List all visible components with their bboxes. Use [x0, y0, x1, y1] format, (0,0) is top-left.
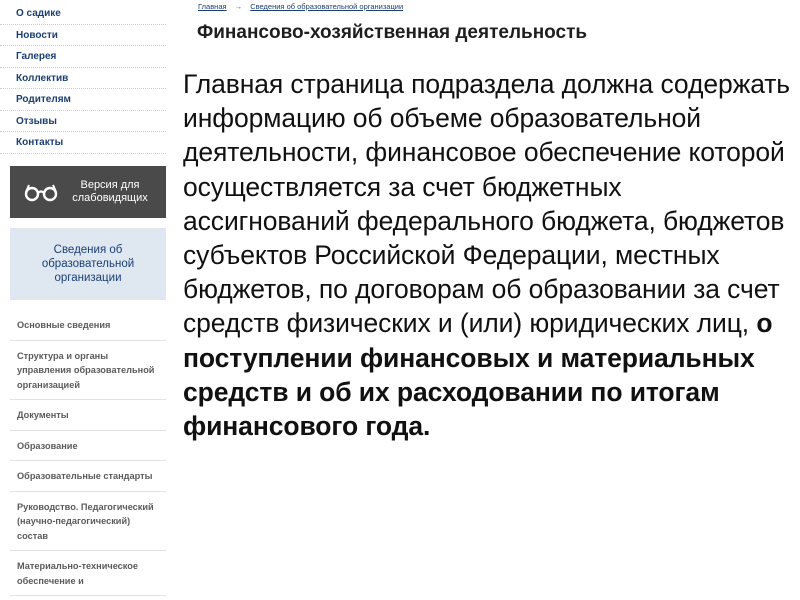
org-info-label: Сведения об образовательной организации: [41, 244, 135, 284]
subnav-item-education[interactable]: Образование: [10, 439, 166, 462]
subnav-item-structure[interactable]: Структура и органы управления образовательной организацией: [10, 349, 166, 401]
main-content-text: [183, 67, 795, 443]
nav-item-staff[interactable]: Коллектив: [0, 68, 166, 90]
nav-item-parents[interactable]: Родителям: [0, 89, 166, 111]
breadcrumb: [198, 2, 403, 11]
nav-item-gallery[interactable]: Галерея: [0, 46, 166, 68]
sidebar: [0, 0, 166, 600]
breadcrumb-home-link[interactable]: Главная: [198, 2, 227, 11]
nav-item-news[interactable]: Новости: [0, 25, 166, 47]
subnav-item-standards[interactable]: Образовательные стандарты: [10, 469, 166, 492]
nav-item-contacts[interactable]: Контакты: [0, 132, 166, 154]
page-title: Финансово-хозяйственная деятельность: [197, 22, 588, 43]
subnav-item-basic-info[interactable]: Основные сведения: [10, 318, 166, 341]
accessibility-version-label: Версия для слабовидящих: [72, 179, 148, 204]
nav-item-about[interactable]: О садике: [0, 3, 166, 25]
breadcrumb-section-link[interactable]: Сведения об образовательной организации: [250, 2, 404, 11]
glasses-icon: [24, 182, 58, 202]
nav-item-reviews[interactable]: Отзывы: [0, 111, 166, 133]
main-text-bold: о поступлении финансовых и материальных средств и об их расходовании по итогам финансового года.: [183, 308, 773, 442]
org-info-subnav: [10, 318, 166, 600]
breadcrumb-separator: →: [234, 2, 243, 11]
subnav-item-leadership[interactable]: Руководство. Педагогический (научно-педагогический) состав: [10, 500, 166, 552]
org-info-button[interactable]: [10, 228, 166, 300]
main-text-regular: Главная страница подраздела должна содержать информацию об объеме образовательной деятельности, финансовое обеспечение которой осуществляется за счет бюджетных ассигнований федерального бюджета, бюджетов субъектов Российской Федерации, местных бюджетов, по договорам об образовании за счет средств физических и (или) юридических лиц,: [183, 69, 791, 339]
subnav-item-documents[interactable]: Документы: [10, 408, 166, 431]
accessibility-version-button[interactable]: [10, 166, 166, 218]
subnav-item-facilities[interactable]: Материально-техническое обеспечение и: [10, 559, 166, 596]
top-nav: [0, 0, 166, 154]
